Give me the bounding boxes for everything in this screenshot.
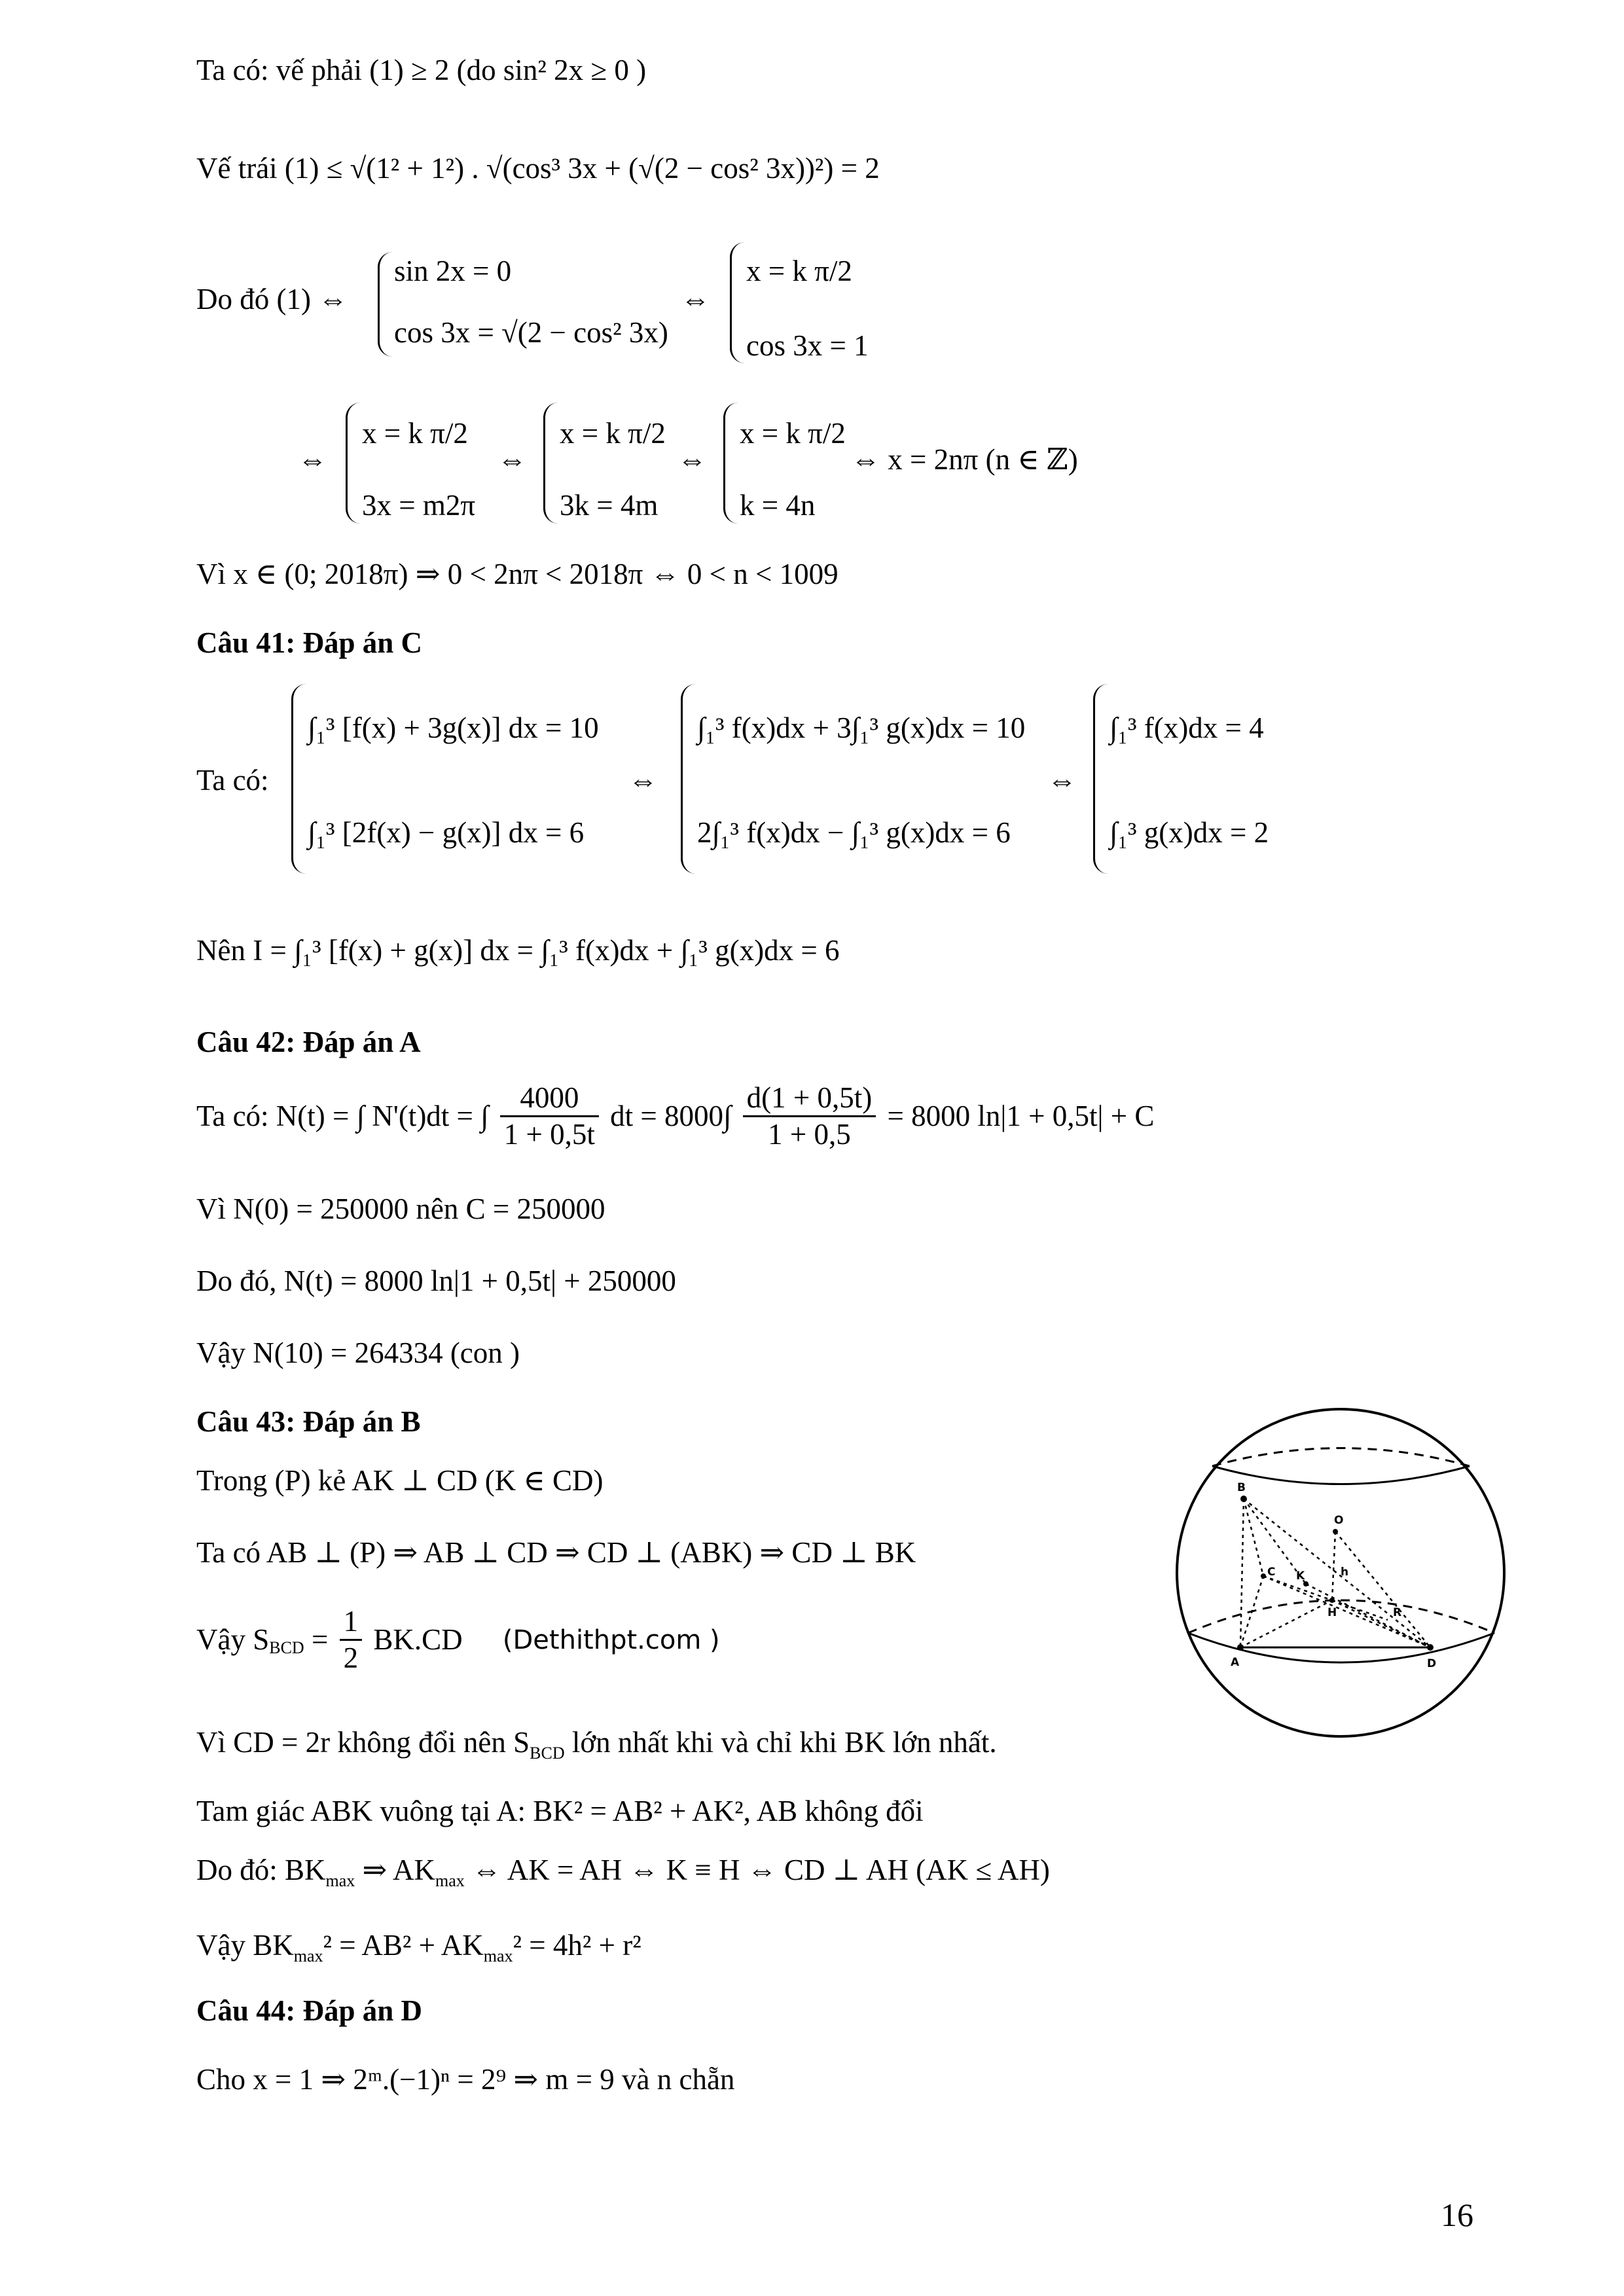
equiv-arrow: ⇔ xyxy=(1047,764,1077,797)
subscript: max xyxy=(293,1946,323,1965)
question-heading: Câu 44: Đáp án D xyxy=(196,1994,423,2027)
result: ⇔ x = 2nπ (n ∈ ℤ) xyxy=(851,443,1078,476)
line-17 xyxy=(196,1856,1050,1890)
line-9: Vì N(0) = 250000 nên C = 250000 xyxy=(196,1193,605,1225)
fraction xyxy=(340,1607,363,1673)
fraction-denominator: 1 + 0,5t xyxy=(503,1118,595,1151)
subscript: max xyxy=(483,1946,513,1965)
fraction-numerator: d(1 + 0,5t) xyxy=(743,1083,876,1117)
line-18 xyxy=(196,1931,641,1965)
equiv-arrow: ⇔ xyxy=(681,283,710,315)
point-label: D xyxy=(1427,1657,1437,1670)
point-label: H xyxy=(1327,1606,1337,1619)
subscript: BCD xyxy=(530,1744,565,1763)
line-12: Trong (P) kẻ AK ⊥ CD (K ∈ CD) xyxy=(196,1464,604,1497)
brace xyxy=(543,403,558,524)
line-13: Ta có AB ⊥ (P) ⇒ AB ⊥ CD ⇒ CD ⊥ (ABK) ⇒ CD ⊥ BK xyxy=(196,1536,916,1569)
brace xyxy=(378,252,393,357)
line-2: Vế trái (1) ≤ √(1² + 1²) . √(cos³ 3x + (√(2 − cos² 3x))²) = 2 xyxy=(196,152,880,185)
sys-eq: 2∫₁³ f(x)dx − ∫₁³ g(x)dx = 6 xyxy=(697,816,1011,849)
brace xyxy=(723,403,738,524)
line-17-b: ⇒ AK xyxy=(355,1854,435,1886)
line-8 xyxy=(196,1083,1154,1149)
sys-eq: cos 3x = 1 xyxy=(746,329,869,362)
fraction xyxy=(500,1083,599,1149)
sphere-figure xyxy=(1172,1404,1512,1738)
fraction-denominator: 2 xyxy=(343,1641,359,1674)
subscript: max xyxy=(435,1871,465,1890)
point-label: K xyxy=(1296,1570,1305,1583)
line-10: Do đó, N(t) = 8000 ln|1 + 0,5t| + 250000 xyxy=(196,1265,676,1297)
equiv-arrow: ⇔ xyxy=(298,443,327,476)
sys-eq: ∫₁³ f(x)dx = 4 xyxy=(1110,711,1264,744)
line-14-b: = xyxy=(304,1623,329,1656)
sys-eq: x = k π/2 xyxy=(362,417,468,450)
fraction-numerator: 1 xyxy=(340,1607,363,1641)
line-14 xyxy=(196,1607,720,1673)
line-15-a: Vì CD = 2r không đổi nên S xyxy=(196,1726,530,1759)
fraction xyxy=(743,1083,876,1149)
point-label: O xyxy=(1334,1514,1344,1527)
line-7: Nên I = ∫₁³ [f(x) + g(x)] dx = ∫₁³ f(x)dx + ∫₁³ g(x)dx = 6 xyxy=(196,934,840,967)
line-17-a: Do đó: BK xyxy=(196,1854,326,1886)
line-8-b: dt = 8000∫ xyxy=(610,1100,732,1132)
line-18-b: ² = AB² + AK xyxy=(323,1929,484,1962)
point-label: B xyxy=(1237,1481,1246,1494)
sys-eq: sin 2x = 0 xyxy=(394,255,512,287)
sys-eq: x = k π/2 xyxy=(746,255,852,287)
brace xyxy=(1093,684,1108,874)
brace xyxy=(346,403,361,524)
line-18-a: Vậy BK xyxy=(196,1929,294,1962)
line-11: Vậy N(10) = 264334 (con ) xyxy=(196,1336,520,1369)
subscript: max xyxy=(325,1871,355,1890)
line-3-label: Do đó (1) ⇔ xyxy=(196,283,348,315)
source-note: (Dethithpt.com ) xyxy=(502,1624,720,1655)
top-cap-front xyxy=(1212,1466,1470,1484)
point-label: h xyxy=(1341,1566,1349,1579)
sys-eq: ∫₁³ [f(x) + 3g(x)] dx = 10 xyxy=(308,711,599,744)
question-heading: Câu 41: Đáp án C xyxy=(196,626,423,659)
point-label: C xyxy=(1267,1566,1276,1579)
sys-eq: x = k π/2 xyxy=(560,417,666,450)
fraction-denominator: 1 + 0,5 xyxy=(768,1118,851,1151)
line-17-c: ⇔ AK = AH ⇔ K ≡ H ⇔ CD ⊥ AH (AK ≤ AH) xyxy=(464,1854,1050,1886)
line-1: Ta có: vế phải (1) ≥ 2 (do sin² 2x ≥ 0 ) xyxy=(196,54,647,86)
line-16: Tam giác ABK vuông tại A: BK² = AB² + AK², AB không đổi xyxy=(196,1795,924,1827)
sys-eq: ∫₁³ g(x)dx = 2 xyxy=(1110,816,1269,849)
line-14-a: Vậy S xyxy=(196,1623,270,1656)
point-label: A xyxy=(1231,1656,1240,1669)
line-19: Cho x = 1 ⇒ 2ᵐ.(−1)ⁿ = 2⁹ ⇒ m = 9 và n chẵn xyxy=(196,2063,735,2096)
line-6-label: Ta có: xyxy=(196,764,269,797)
sys-eq: 3k = 4m xyxy=(560,489,659,522)
subscript: BCD xyxy=(269,1638,304,1657)
line-15-b: lớn nhất khi và chỉ khi BK lớn nhất. xyxy=(564,1726,997,1759)
brace xyxy=(730,242,745,363)
brace xyxy=(291,684,306,874)
top-cap-back xyxy=(1212,1448,1470,1467)
point-label: R xyxy=(1393,1606,1402,1619)
sys-eq: k = 4n xyxy=(740,489,816,522)
page-number: 16 xyxy=(1441,2197,1473,2233)
brace xyxy=(681,684,696,874)
question-heading: Câu 43: Đáp án B xyxy=(196,1405,421,1438)
sys-eq: x = k π/2 xyxy=(740,417,846,450)
line-14-c: BK.CD xyxy=(373,1623,463,1656)
line-8-a: Ta có: N(t) = ∫ N'(t)dt = ∫ xyxy=(196,1100,489,1132)
question-heading: Câu 42: Đáp án A xyxy=(196,1026,421,1058)
equiv-arrow: ⇔ xyxy=(497,443,527,476)
sys-eq: 3x = m2π xyxy=(362,489,476,522)
sys-eq: cos 3x = √(2 − cos² 3x) xyxy=(394,316,668,349)
line-5: Vì x ∈ (0; 2018π) ⇒ 0 < 2nπ < 2018π ⇔ 0 < n < 1009 xyxy=(196,558,839,590)
line-8-c: = 8000 ln|1 + 0,5t| + C xyxy=(887,1100,1155,1132)
fraction-numerator: 4000 xyxy=(500,1083,599,1117)
line-15 xyxy=(196,1728,997,1762)
equiv-arrow: ⇔ xyxy=(628,764,658,797)
sys-eq: ∫₁³ f(x)dx + 3∫₁³ g(x)dx = 10 xyxy=(697,711,1026,744)
sys-eq: ∫₁³ [2f(x) − g(x)] dx = 6 xyxy=(308,816,585,849)
equiv-arrow: ⇔ xyxy=(677,443,707,476)
line-18-c: ² = 4h² + r² xyxy=(513,1929,641,1962)
